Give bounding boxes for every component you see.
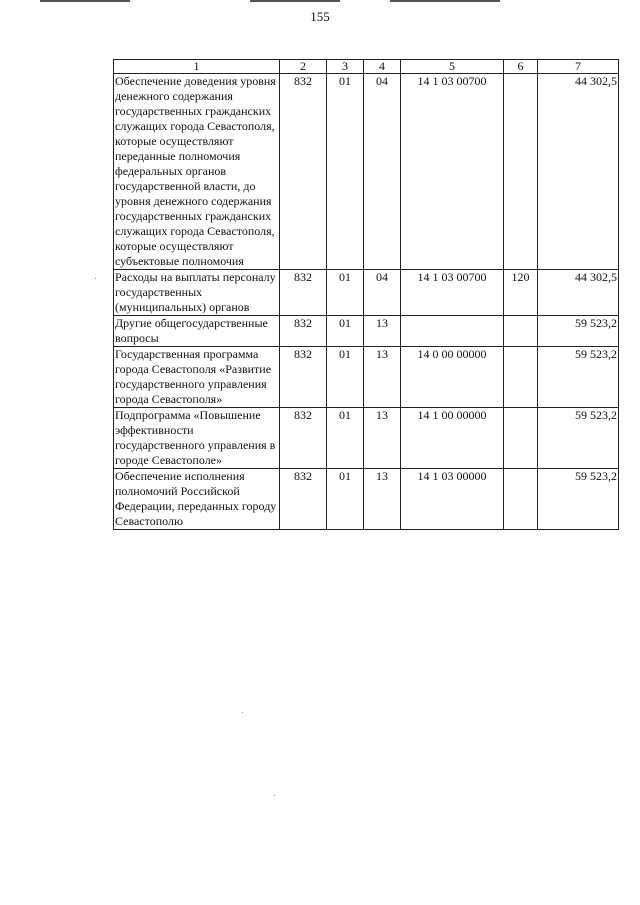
expense-type-code [504,347,538,408]
table-row [114,347,619,408]
department-code: 832 [280,74,327,270]
amount: 44 302,5 [538,74,619,270]
column-header: 1 [114,60,280,74]
expense-type-code [504,316,538,347]
top-edge-line [390,0,500,2]
department-code: 832 [280,270,327,316]
table-row [114,469,619,530]
expense-type-code: 120 [504,270,538,316]
column-header: 3 [327,60,364,74]
scan-speck [274,795,275,796]
column-header: 2 [280,60,327,74]
section-code: 01 [327,270,364,316]
target-article-code: 14 1 00 00000 [401,408,504,469]
target-article-code [401,316,504,347]
column-header: 4 [364,60,401,74]
amount: 59 523,2 [538,316,619,347]
row-name: Другие общегосударственные вопросы [114,316,280,347]
column-header: 7 [538,60,619,74]
amount: 59 523,2 [538,408,619,469]
top-edge-line [40,0,130,2]
section-code: 01 [327,74,364,270]
header-row [114,60,619,74]
department-code: 832 [280,347,327,408]
scan-speck [242,712,243,713]
expense-type-code [504,74,538,270]
page-number: 155 [310,9,330,24]
table-row [114,316,619,347]
scan-speck [95,278,96,279]
row-name: Обеспечение исполнения полномочий Российской Федерации, переданных городу Севастополю [114,469,280,530]
target-article-code: 14 1 03 00700 [401,74,504,270]
expense-type-code [504,408,538,469]
section-code: 01 [327,347,364,408]
table-row [114,270,619,316]
subsection-code: 13 [364,469,401,530]
row-name: Расходы на выплаты персоналу государственных (муниципальных) органов [114,270,280,316]
amount: 59 523,2 [538,347,619,408]
department-code: 832 [280,316,327,347]
budget-table [113,59,619,530]
subsection-code: 04 [364,270,401,316]
target-article-code: 14 1 03 00000 [401,469,504,530]
subsection-code: 13 [364,408,401,469]
section-code: 01 [327,469,364,530]
table-row [114,408,619,469]
row-name: Обеспечение доведения уровня денежного содержания государственных гражданских служащих города Севастополя, которые осуществляют переданные полномочия федеральных органов государственной власти, до уровня денежного содержания государственных гражданских служащих города Севастополя, которые осуществляют субъектовые полномочия [114,74,280,270]
subsection-code: 13 [364,347,401,408]
row-name: Подпрограмма «Повышение эффективности государственного управления в городе Севастополе» [114,408,280,469]
department-code: 832 [280,469,327,530]
target-article-code: 14 1 03 00700 [401,270,504,316]
row-name: Государственная программа города Севастополя «Развитие государственного управления города Севастополя» [114,347,280,408]
column-header: 5 [401,60,504,74]
department-code: 832 [280,408,327,469]
subsection-code: 04 [364,74,401,270]
section-code: 01 [327,408,364,469]
amount: 59 523,2 [538,469,619,530]
subsection-code: 13 [364,316,401,347]
target-article-code: 14 0 00 00000 [401,347,504,408]
expense-type-code [504,469,538,530]
table-row [114,74,619,270]
top-edge-line [250,0,340,2]
column-header: 6 [504,60,538,74]
section-code: 01 [327,316,364,347]
amount: 44 302,5 [538,270,619,316]
